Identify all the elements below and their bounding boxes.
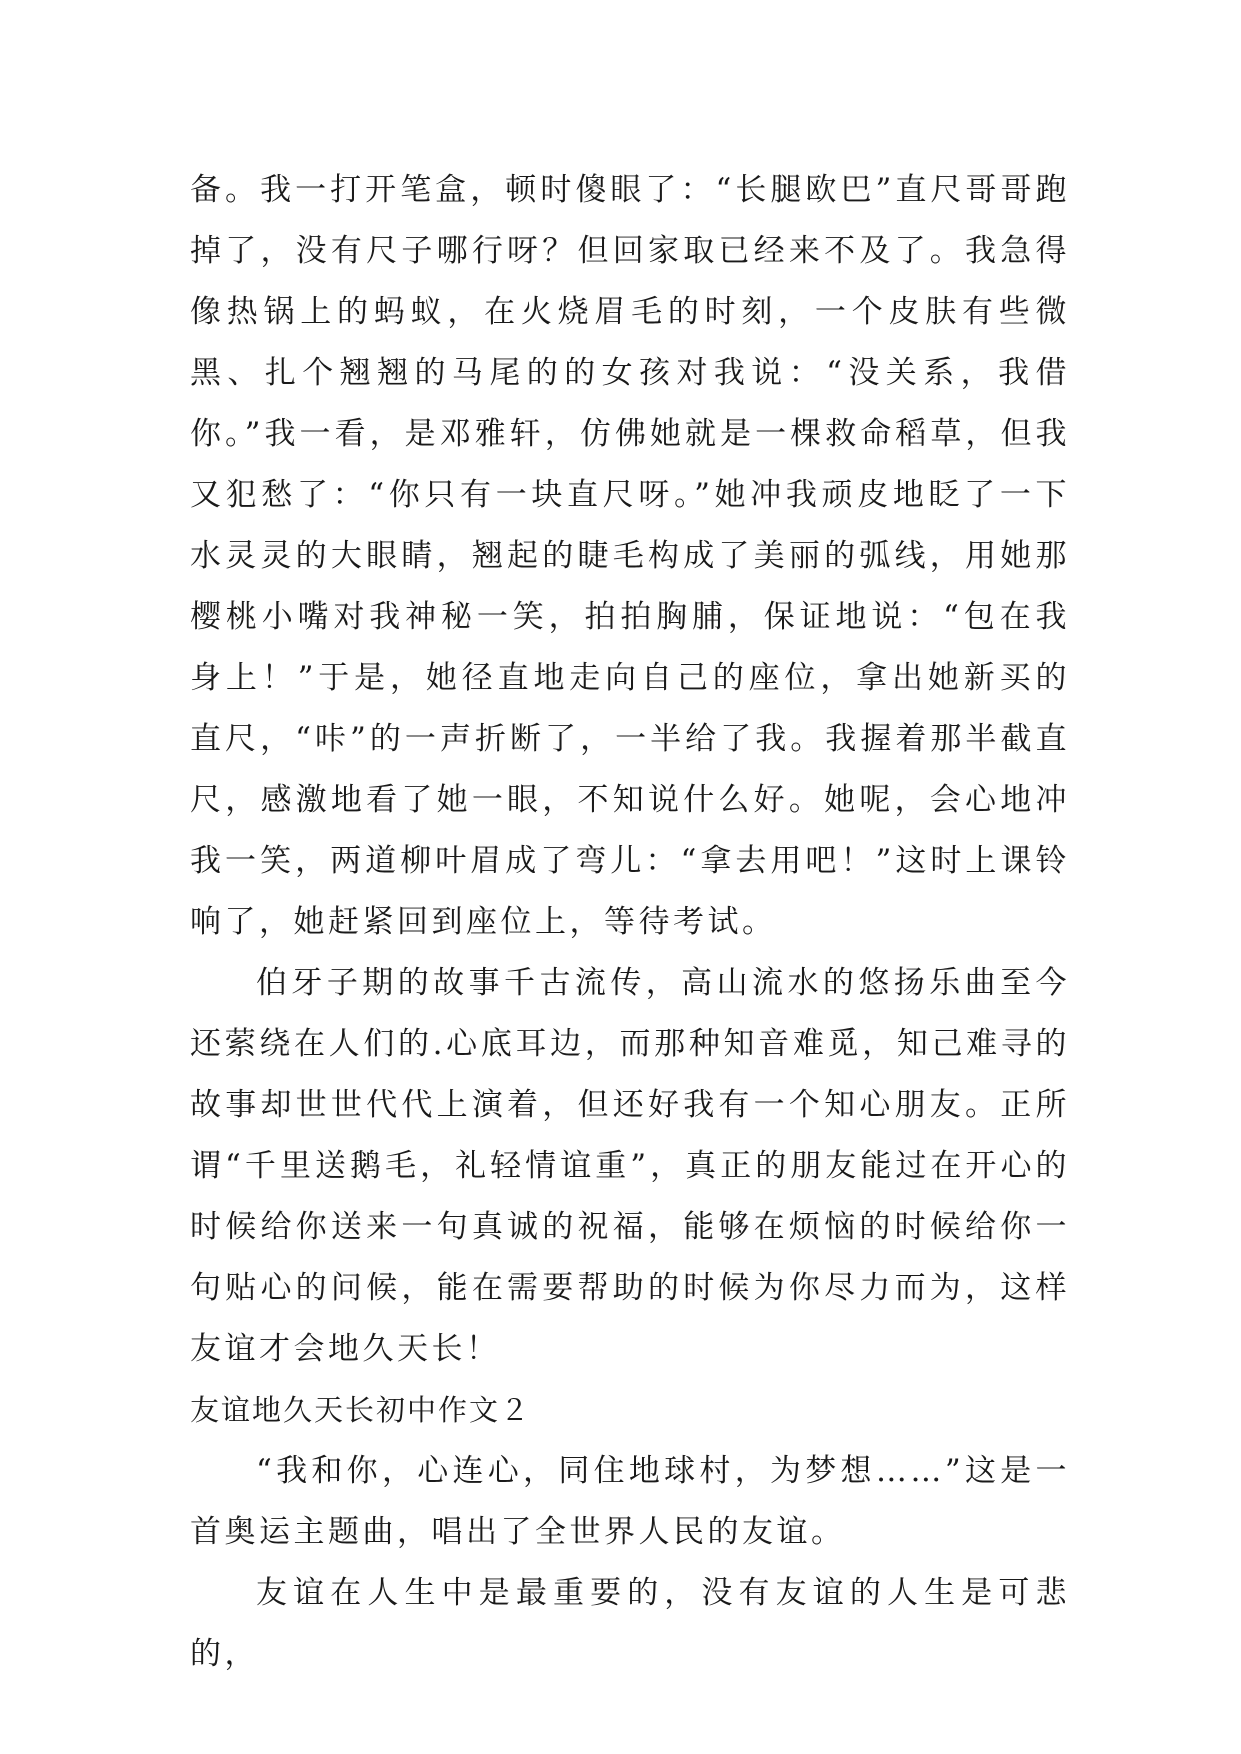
paragraph-olympic-song: “我和你，心连心，同住地球村，为梦想……”这是一首奥运主题曲，唱出了全世界人民的友谊。 [190,1453,1070,1550]
paragraph-friendship-importance: 友谊在人生中是最重要的，没有友谊的人生是可悲的， [190,1575,1070,1672]
document-body [190,160,1070,1685]
essay-title: 友谊地久天长初中作文２ [190,1393,532,1427]
paragraph-friendship-reflection: 伯牙子期的故事千古流传，高山流水的悠扬乐曲至今还萦绕在人们的.心底耳边，而那种知音难觅，知己难寻的故事却世世代代上演着，但还好我有一个知心朋友。正所谓“千里送鹅毛，礼轻情谊重”，真正的朋友能过在开心的时候给你送来一句真诚的祝福，能够在烦恼的时候给你一句贴心的问候，能在需要帮助的时候为你尽力而为，这样友谊才会地久天长！ [190,965,1070,1367]
paragraph-continued-story: 备。我一打开笔盒，顿时傻眼了：“长腿欧巴”直尺哥哥跑掉了，没有尺子哪行呀？但回家取已经来不及了。我急得像热锅上的蚂蚁，在火烧眉毛的时刻，一个皮肤有些微黑、扎个翘翘的马尾的的女孩对我说：“没关系，我借你。”我一看，是邓雅轩，仿佛她就是一棵救命稻草，但我又犯愁了：“你只有一块直尺呀。”她冲我顽皮地眨了一下水灵灵的大眼睛，翘起的睫毛构成了美丽的弧线，用她那樱桃小嘴对我神秘一笑，拍拍胸脯，保证地说：“包在我身上！”于是，她径直地走向自己的座位，拿出她新买的直尺，“咔”的一声折断了，一半给了我。我握着那半截直尺，感激地看了她一眼，不知说什么好。她呢，会心地冲我一笑，两道柳叶眉成了弯儿：“拿去用吧！”这时上课铃响了，她赶紧回到座位上，等待考试。 [190,172,1070,940]
